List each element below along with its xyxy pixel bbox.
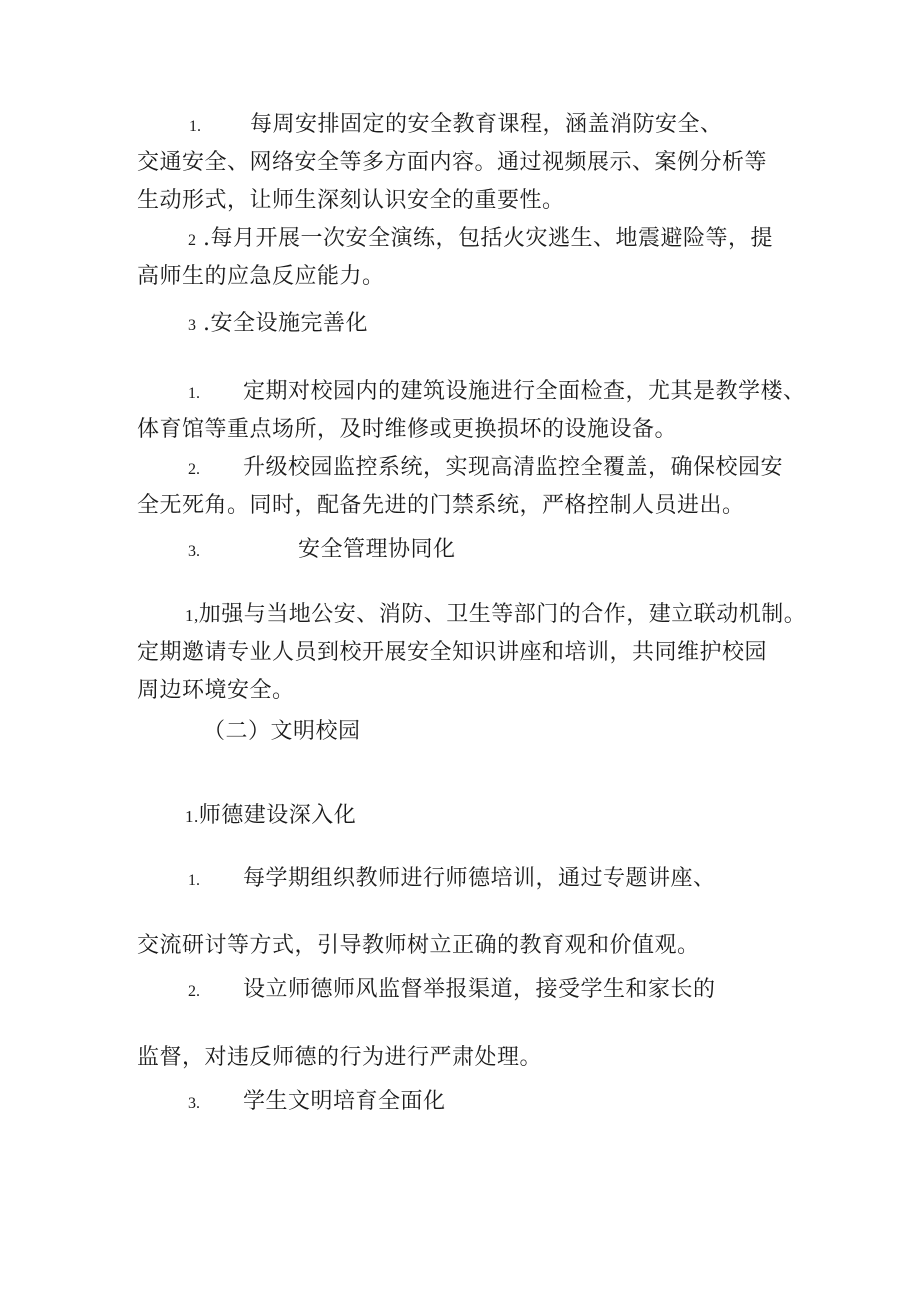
subheading: .安全设施完善化 (203, 311, 368, 336)
subheading-text: 师德建设深入化 (198, 803, 357, 828)
subheading: 学生文明培育全面化 (243, 1089, 446, 1114)
paragraph-text: 加强与当地公安、消防、卫生等部门的合作，建立联动机制。 (198, 602, 807, 627)
paragraph-line: 每学期组织教师进行师德培训，通过专题讲座、 (243, 866, 716, 891)
paragraph-line: 交通安全、网络安全等多方面内容。通过视频展示、案例分析等 (137, 150, 768, 175)
paragraph-line: 体育馆等重点场所，及时维修或更换损坏的设施设备。 (137, 417, 678, 442)
paragraph-line: 生动形式，让师生深刻认识安全的重要性。 (137, 188, 565, 213)
paragraph-line: 设立师德师风监督举报渠道，接受学生和家长的 (243, 977, 716, 1002)
item-number: 1. (188, 872, 200, 889)
item-number: 2. (188, 461, 200, 478)
paragraph-line: .每月开展一次安全演练，包括火灾逃生、地震避险等，提 (203, 226, 773, 251)
paragraph-line: 全无死角。同时，配备先进的门禁系统，严格控制人员进出。 (137, 493, 745, 518)
item-number: 1. (185, 807, 199, 826)
paragraph-line: 交流研讨等方式，引导教师树立正确的教育观和价值观。 (137, 933, 700, 958)
paragraph-line: 定期邀请专业人员到校开展安全知识讲座和培训，共同维护校园 (137, 640, 768, 665)
paragraph-line: 周边环境安全。 (137, 678, 295, 703)
paragraph-line: 升级校园监控系统，实现高清监控全覆盖，确保校园安 (243, 455, 784, 480)
paragraph-line: 高师生的应急反应能力。 (137, 264, 385, 289)
subheading (185, 801, 356, 832)
paragraph-line (185, 600, 806, 631)
item-number: 3 (188, 317, 196, 334)
subheading: 安全管理协同化 (298, 537, 456, 562)
item-number: 1. (188, 385, 200, 402)
section-heading: （二）文明校园 (203, 719, 361, 744)
item-number: 3. (188, 543, 200, 560)
paragraph-line: 每周安排固定的安全教育课程，涵盖消防安全、 (250, 112, 723, 137)
paragraph-line: 监督，对违反师德的行为进行严肃处理。 (137, 1045, 543, 1070)
paragraph-line: 定期对校园内的建筑设施进行全面检查，尤其是教学楼、 (243, 379, 806, 404)
item-number: 3. (188, 1095, 200, 1112)
item-number: 1, (185, 606, 199, 625)
item-number: 2 (188, 232, 196, 249)
item-number: 2. (188, 983, 200, 1000)
item-number: 1. (189, 118, 201, 135)
